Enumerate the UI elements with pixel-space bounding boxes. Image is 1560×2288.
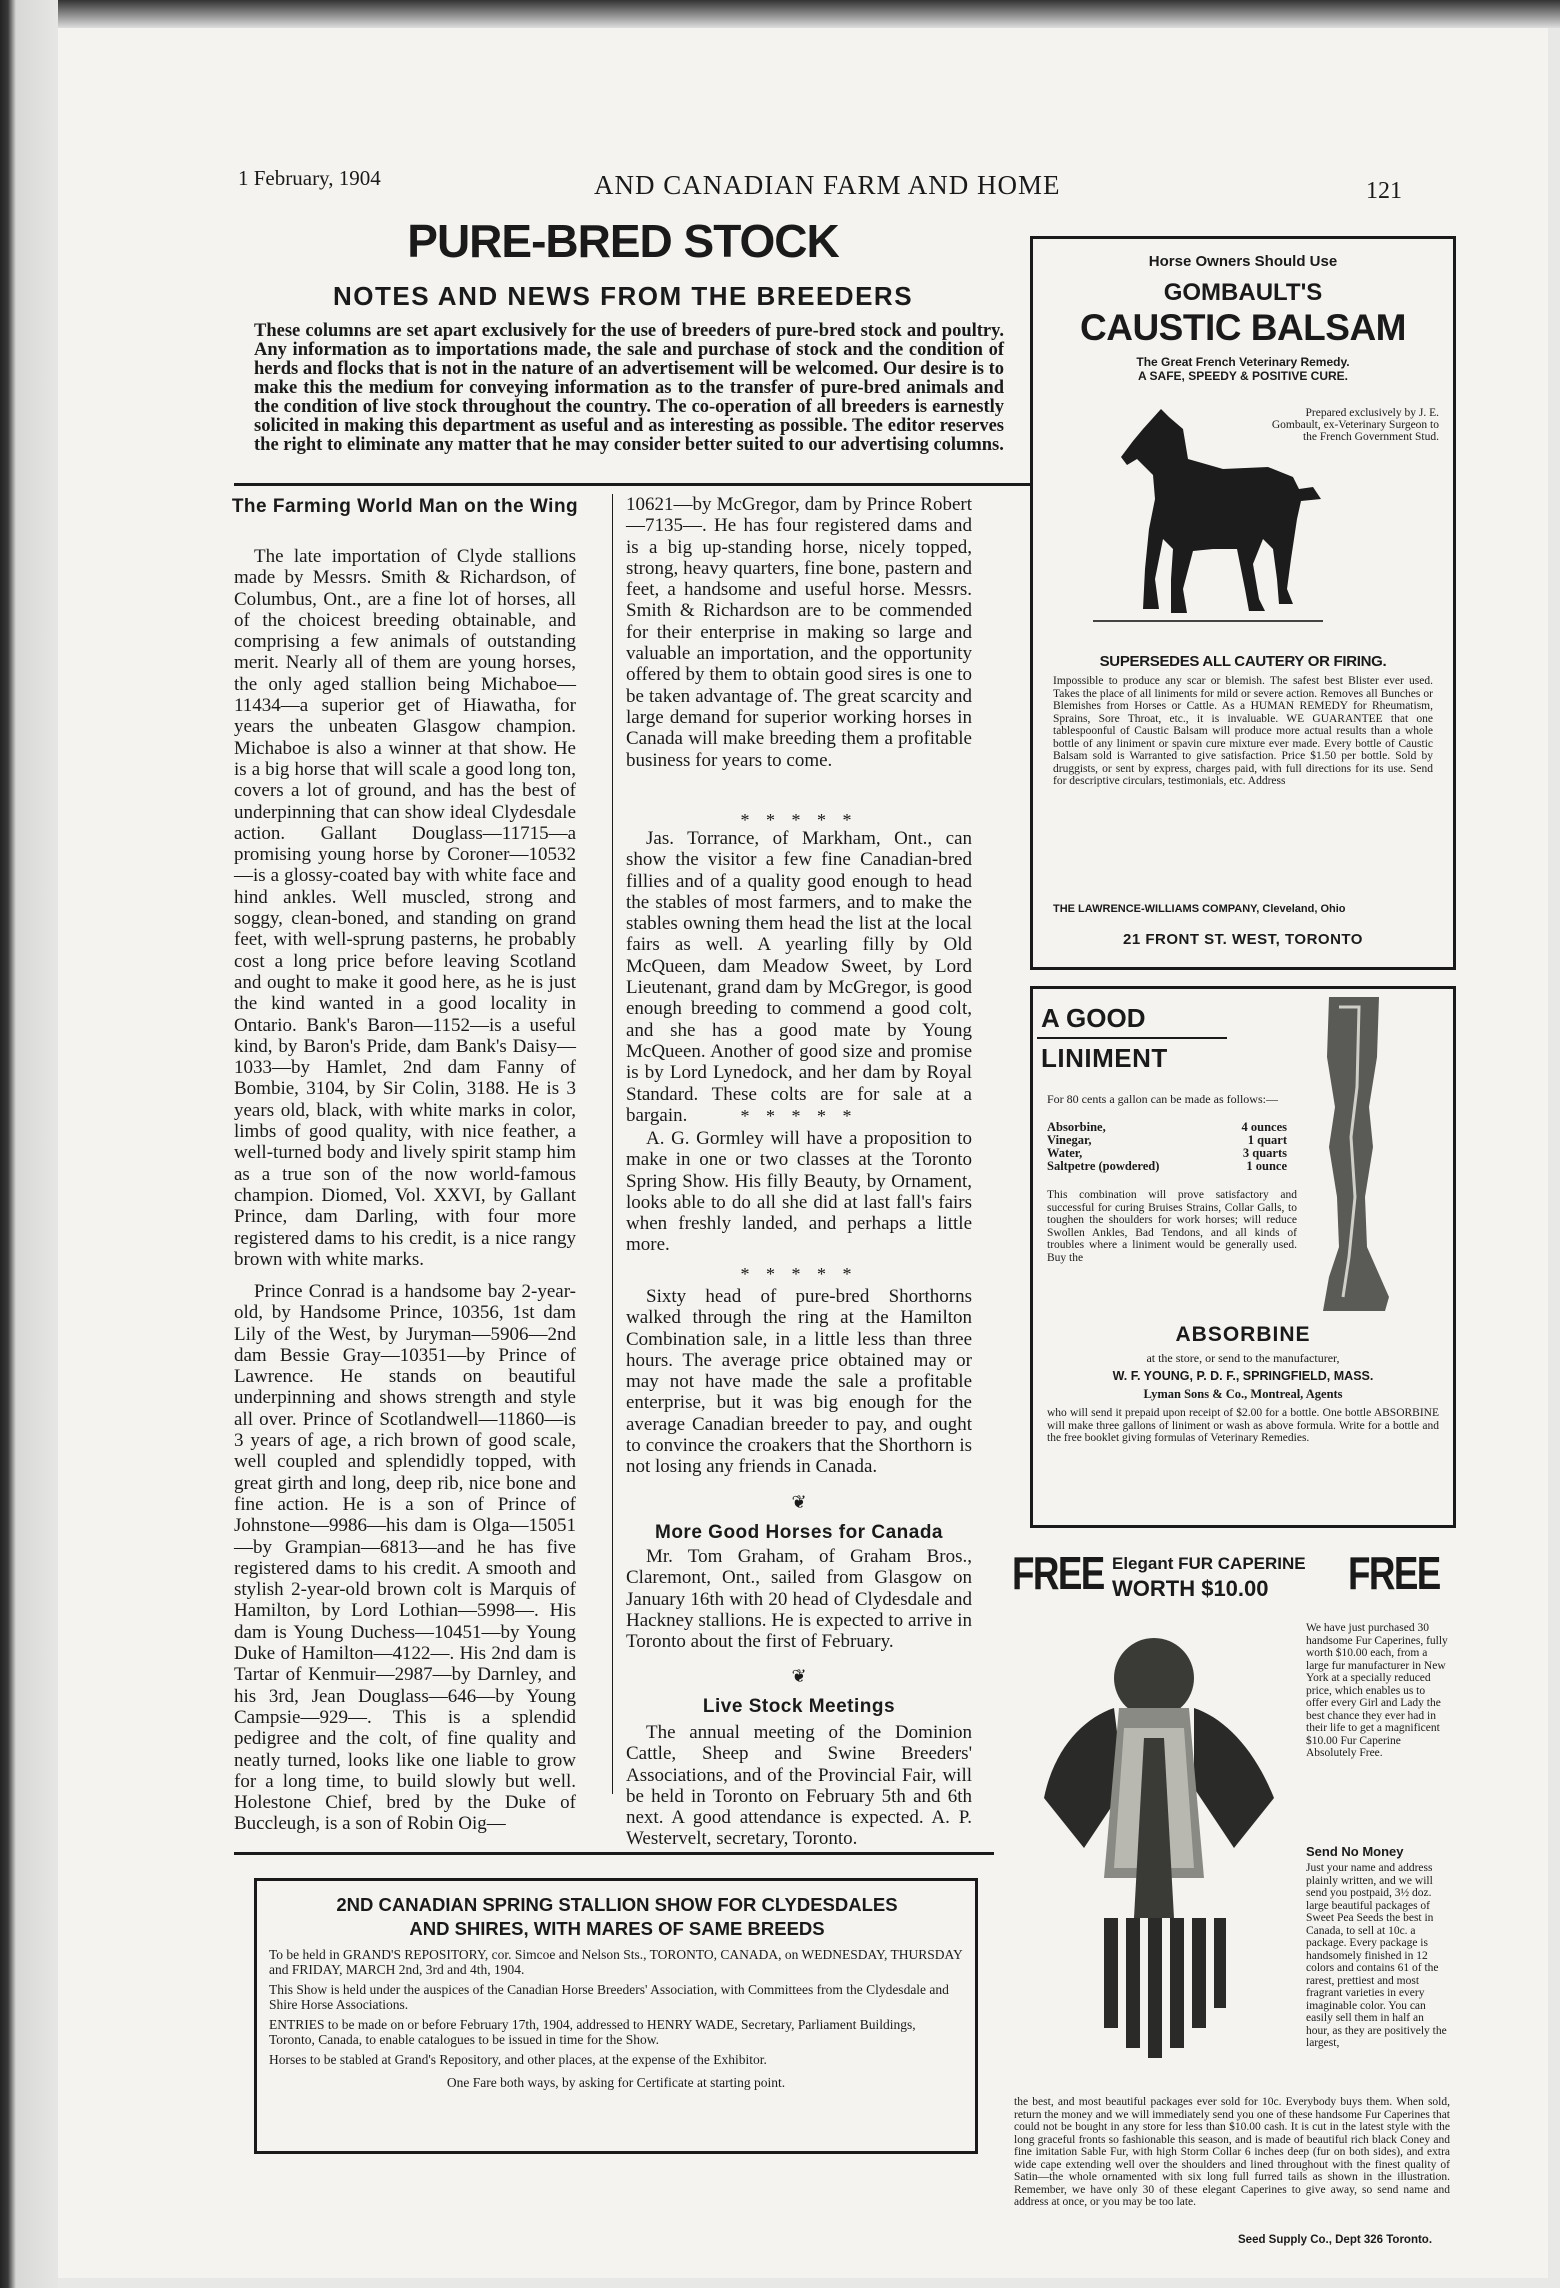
intro-rule [234, 483, 1030, 486]
free-side-text-2: Just your name and address plainly written, and we will send you postpaid, 3½ doz. large beautiful packages of Sweet Pea Seeds the best in Canada, to sell at 10c. a package. Every package is handsomely finished in 12 colors and contains 61 of the rarest, prettiest and most fragrant varieties in every imaginable color. You can easily sell them in half an hour, as they are positively the largest, [1306, 1862, 1447, 2049]
liniment-brand: ABSORBINE [1175, 1323, 1311, 1346]
article-torrance: Jas. Torrance, of Markham, Ont., can show the visitor a few fine Canadian-bred fillies and of a quality good enough to head the stables of most farmers, and to make the stables owning them head the list at the local fairs as well. A yearling filly by Old McQueen, dam Meadow Sweet, by Lord Lieutenant, grand dam by McGregor, is good enough breeding to commend a good colt, and she has a good mate by Young McQueen. Another of good size and promise is by Lord Lynedock, and her dam by Royal Standard. These colts are for sale at a bargain. [626, 828, 977, 1126]
balsam-address: 21 FRONT ST. WEST, TORONTO [1123, 931, 1363, 948]
scan-left-edge [0, 0, 58, 2288]
recipe-row: Water, 3 quarts [1047, 1146, 1287, 1160]
recipe-row: Vinegar, 1 quart [1047, 1133, 1287, 1147]
section-intro: These columns are set apart exclusively for the use of breeders of pure-bred stock and poultry. Any information as to importations made, the sale and purchase of stock and the condition of herds and flocks that is not in the nature of an advertisement will be welcomed. Our desire is to make this the medium for conveying information as to the transfer of pure-bred animals and the condition of live stock throughout the country. The co-operation of all breeders is earnestly solicited in making this department as useful and as interesting as possible. The editor reserves the right to eliminate any matter that he may consider better suited to our advertising columns. [254, 321, 1004, 455]
free-line-1: Elegant FUR CAPERINE [1112, 1554, 1306, 1573]
liniment-maker: W. F. YOUNG, P. D. F., SPRINGFIELD, MASS. [1112, 1369, 1374, 1383]
recipe-row: Absorbine, 4 ounces [1047, 1120, 1287, 1134]
article-heading-more-horses: More Good Horses for Canada [655, 1522, 943, 1543]
liniment-headline-2: LINIMENT [1041, 1043, 1168, 1073]
recipe-row: Saltpetre (powdered) 1 ounce [1047, 1159, 1287, 1173]
liniment-intro: For 80 cents a gallon can be made as follows:— [1047, 1092, 1278, 1106]
free-bottom-text: the best, and most beautiful packages ever sold for 10c. Everybody buys them. When sold, return the money and we will immediately send you one of these handsome Fur Caperines that could not be bought in any store for less than $10.00 cash. It is cut in the latest style with the long graceful fronts so fashionable this season, and is made of beautiful rich black Coney and fine imitation Sable Fur, with high Storm Collar 6 inches deep (fur on both sides), and extra wide cape extending well over the shoulders and lined throughout with the finest quality of Satin—the whole ornamented with six long full furred tails as shown in the illustration. Remember, we have only 30 of these elegant Caperines to give away, so send name and address at once, or you may be too late. [1014, 2096, 1450, 2208]
liniment-recipe [1047, 1121, 1287, 1173]
liniment-store: at the store, or send to the manufacturer, [1146, 1351, 1340, 1365]
separator-stars-3: * * * * * [740, 1264, 858, 1284]
balsam-product: CAUSTIC BALSAM [1080, 307, 1406, 348]
column-divider [612, 494, 613, 1794]
liniment-headline-rule [1037, 1037, 1227, 1039]
liniment-footer: who will send it prepaid upon receipt of $2.00 for a bottle. One bottle ABSORBINE will make three gallons of liniment or wash as above formula. Write for a bottle and the free booklet giving formulas of Veterinary Remedies. [1047, 1407, 1439, 1444]
balsam-tagline-1: The Great French Veterinary Remedy. [1136, 355, 1350, 369]
free-company: Seed Supply Co., Dept 326 Toronto. [1238, 2234, 1433, 2246]
balsam-supersedes: SUPERSEDES ALL CAUTERY OR FIRING. [1099, 653, 1387, 670]
running-title: AND CANADIAN FARM AND HOME [594, 170, 1061, 200]
liniment-agents: Lyman Sons & Co., Montreal, Agents [1143, 1387, 1343, 1401]
stallion-show-notice [254, 1878, 978, 2154]
balsam-top-line: Horse Owners Should Use [1148, 253, 1338, 270]
ad-good-liniment [1030, 986, 1456, 1528]
liniment-body: This combination will prove satisfactory and successful for curing Bruises Strains, Collar Galls, to toughen the shoulders for work horses; will reduce Swollen Ankles, Bad Tendons, and all kinds of troubles where a liniment would be generally used. Buy the [1047, 1189, 1297, 1264]
leaf-ornament-1: ❦ [791, 1492, 807, 1512]
issue-date: 1 February, 1904 [238, 166, 381, 190]
separator-stars-2: * * * * * [740, 1106, 858, 1126]
article-shorthorns: Sixty head of pure-bred Shorthorns walked through the ring at the Hamilton Combination sale, in a little less than three hours. The average price obtained may or may not have made the sale a profitable enterprise, but it was big enough for the average Canadian breeder to pay, and ought to convince the croakers that the Shorthorn is not losing any friends in Canada. [626, 1286, 977, 1478]
stallion-show-entries: ENTRIES to be made on or before February 17th, 1904, addressed to HENRY WADE, Secretary, Parliament Buildings, Toronto, Canada, to enable catalogues to be issued in time for the Show. [269, 2017, 916, 2047]
stallion-show-venue: To be held in GRAND'S REPOSITORY, cor. Simcoe and Nelson Sts., TORONTO, CANADA, on WEDNESDAY, THURSDAY and FRIDAY, MARCH 2nd, 3rd and 4th, 1904. [269, 1947, 963, 1977]
newspaper-page [58, 28, 1548, 2278]
fur-caperine-illustration [1024, 1618, 1304, 2088]
article-meetings: The annual meeting of the Dominion Cattle, Sheep and Swine Breeders' Associations, and of the Provincial Fair, will be held in Toronto on February 5th and 6th next. A good attendance is expected. A. P. Westervelt, secretary, Toronto. [626, 1722, 977, 1850]
leaf-ornament-2: ❦ [791, 1666, 807, 1686]
article-heading-live-stock-meetings: Live Stock Meetings [702, 1696, 896, 1717]
article-gormley: A. G. Gormley will have a proposition to make in one or two classes at the Toronto Spring Show. His filly Beauty, by Ornament, looks able to do all she did at last fall's fairs when freshly landed, and perhaps a little more. [626, 1128, 977, 1256]
ad-free-caperine [1008, 1546, 1452, 2256]
scan-top-edge [0, 0, 1560, 28]
section-subtitle: NOTES AND NEWS FROM THE BREEDERS [332, 281, 914, 311]
article-body-farming-world-2: Prince Conrad is a handsome bay 2-year-old, by Handsome Prince, 10356, 1st dam Lily of the West, by Juryman—5906—2nd dam Bessie Gray—10351—by Prince of Lawrence. He stands on beautiful underpinning and shows strength and style all over. Prince of Scotlandwell—11860—is 3 years of age, a rich brown of good scale, well coupled and splendidly topped, with great girth and long, deep rib, nice bone and fine action. He is a son of Prince of Johnstone—9986—his dam is Olga—15051—by Grampian—6813—and he has five registered dams to his credit. A smooth and stylish 2-year-old brown colt is Marquis of Hamilton, by Lord Lothian—5998—. His dam is Young Duchess—10451—by Young Duke of Hamilton—4122—. His 2nd dam is Tartar of Kenmuir—2987—by Darnley, and his 3rd, Jean Douglass—646—by Young Campsie—929—. This is a splendid pedigree and the colt, of fine quality and neatly turned, looks like one liable to grow for a long time, to build slowly but well. Holestone Chief, bred by the Duke of Buccleugh, is a son of Robin Oig— [234, 1281, 581, 1835]
article-graham: Mr. Tom Graham, of Graham Bros., Claremont, Ont., sailed from Glasgow on January 16th with 20 head of Clydesdale and Hackney stallions. He is expected to arrive in Toronto about the first of February. [626, 1546, 977, 1653]
horse-leg-illustration [1299, 997, 1409, 1317]
free-side-text: We have just purchased 30 handsome Fur Caperines, fully worth $10.00 each, from a large fur manufacturer in New York at a specially reduced price, which enables us to offer every Girl and Lady the best chance they ever had in their life to get a magnificent $10.00 Fur Caperine Absolutely Free. [1306, 1622, 1448, 1759]
free-line-2: WORTH $10.00 [1112, 1576, 1269, 1601]
ad-caustic-balsam [1030, 236, 1456, 970]
balsam-prepared-note: Prepared exclusively by J. E. Gombault, ex-Veterinary Surgeon to the French Government Stud. [1271, 407, 1439, 443]
separator-stars-1: * * * * * [740, 810, 858, 830]
section-title: PURE-BRED STOCK [407, 215, 839, 267]
bottom-rule [234, 1852, 994, 1855]
free-left: FREE [1012, 1547, 1104, 1599]
article-heading-farming-world: The Farming World Man on the Wing [231, 496, 579, 517]
free-send-no-money: Send No Money [1306, 1844, 1404, 1859]
stallion-show-details [269, 1947, 963, 2090]
balsam-tagline-2: A SAFE, SPEEDY & POSITIVE CURE. [1137, 369, 1349, 383]
liniment-headline-1: A GOOD [1041, 1003, 1146, 1033]
page-number: 121 [1366, 178, 1402, 204]
balsam-body: Impossible to produce any scar or blemish. The safest best Blister ever used. Takes the place of all liniments for mild or severe action. Removes all Bunches or Blemishes from Horses or Cattle. As a HUMAN REMEDY for Rheumatism, Sprains, Sore Throat, etc., it is invaluable. WE GUARANTEE that one tablespoonful of Caustic Balsam will produce more actual results than a whole bottle of any liniment or spavin cure mixture ever made. Every bottle of Caustic Balsam sold is Warranted to give satisfaction. Price $1.50 per bottle. Sold by druggists, or sent by express, charges paid, with full directions for its use. Send for descriptive circulars, testimonials, etc. Address [1053, 675, 1433, 787]
article-body-farming-world-1: The late importation of Clyde stallions made by Messrs. Smith & Richardson, of Columbus, Ont., are a fine lot of horses, all of the choicest breeding obtainable, and comprising a few animals of outstanding merit. Nearly all of them are young horses, the only aged stallion being Michaboe—11434—a superior get of Hiawatha, for years the unbeaten Glasgow champion. Michaboe is also a winner at that show. He is a big horse that will scale a good long ton, covers a lot of ground, and has the best of underpinning that can show ideal Clydesdale action. Gallant Douglass—11715—a promising young horse by Coroner—10532—is a glossy-coated bay with white face and hind ankles. Well muscled, strong and soggy, clean-boned, and standing on grand feet, with well-sprung pasterns, he probably cost a long price before leaving Scotland and ought to make it good here, as he is just the kind wanted in a good locality in Ontario. Bank's Baron—1152—is a useful kind, by Baron's Pride, dam Bank's Daisy—1033—by Hamlet, 2nd dam Fanny of Bombie, 3104, by Sir Colin, 3188. He is 3 years old, black, with white marks in color, limbs of good quality, with nice feather, a well-turned body and lively spirit stamp him as a true son of the now world-famous champion. Diomed, Vol. XXVI, by Gallant Prince, dam Darling, with four more registered dams to his credit, is a nice rangy brown with white marks. [234, 546, 581, 1270]
balsam-company: THE LAWRENCE-WILLIAMS COMPANY, Cleveland, Ohio [1053, 903, 1346, 915]
article-body-continued: 10621—by McGregor, dam by Prince Robert—7135—. He has four registered dams and is a big up-standing horse, nicely topped, strong, heavy quarters, fine bone, pastern and feet, a handsome and useful horse. Messrs. Smith & Richardson are to be commended for their enterprise in making so large and valuable an importation, and the opportunity offered by them to obtain good sires is one to be taken advantage of. The great scarcity and large demand for superior working horses in Canada will make breeding them a profitable business for years to come. [626, 494, 977, 771]
stallion-show-stabling: Horses to be stabled at Grand's Repository, and other places, at the expense of the Exhibitor. [269, 2052, 767, 2067]
stallion-show-title: 2ND CANADIAN SPRING STALLION SHOW FOR CLYDESDALES AND SHIRES, WITH MARES OF SAME BREEDS [336, 1894, 898, 1939]
stallion-show-fare: One Fare both ways, by asking for Certificate at starting point. [446, 2075, 786, 2090]
balsam-brand: GOMBAULT'S [1163, 279, 1323, 306]
free-right: FREE [1348, 1547, 1440, 1599]
stallion-show-auspices: This Show is held under the auspices of the Canadian Horse Breeders' Association, with Committees from the Clydesdale and Shire Horse Associations. [269, 1982, 949, 2012]
